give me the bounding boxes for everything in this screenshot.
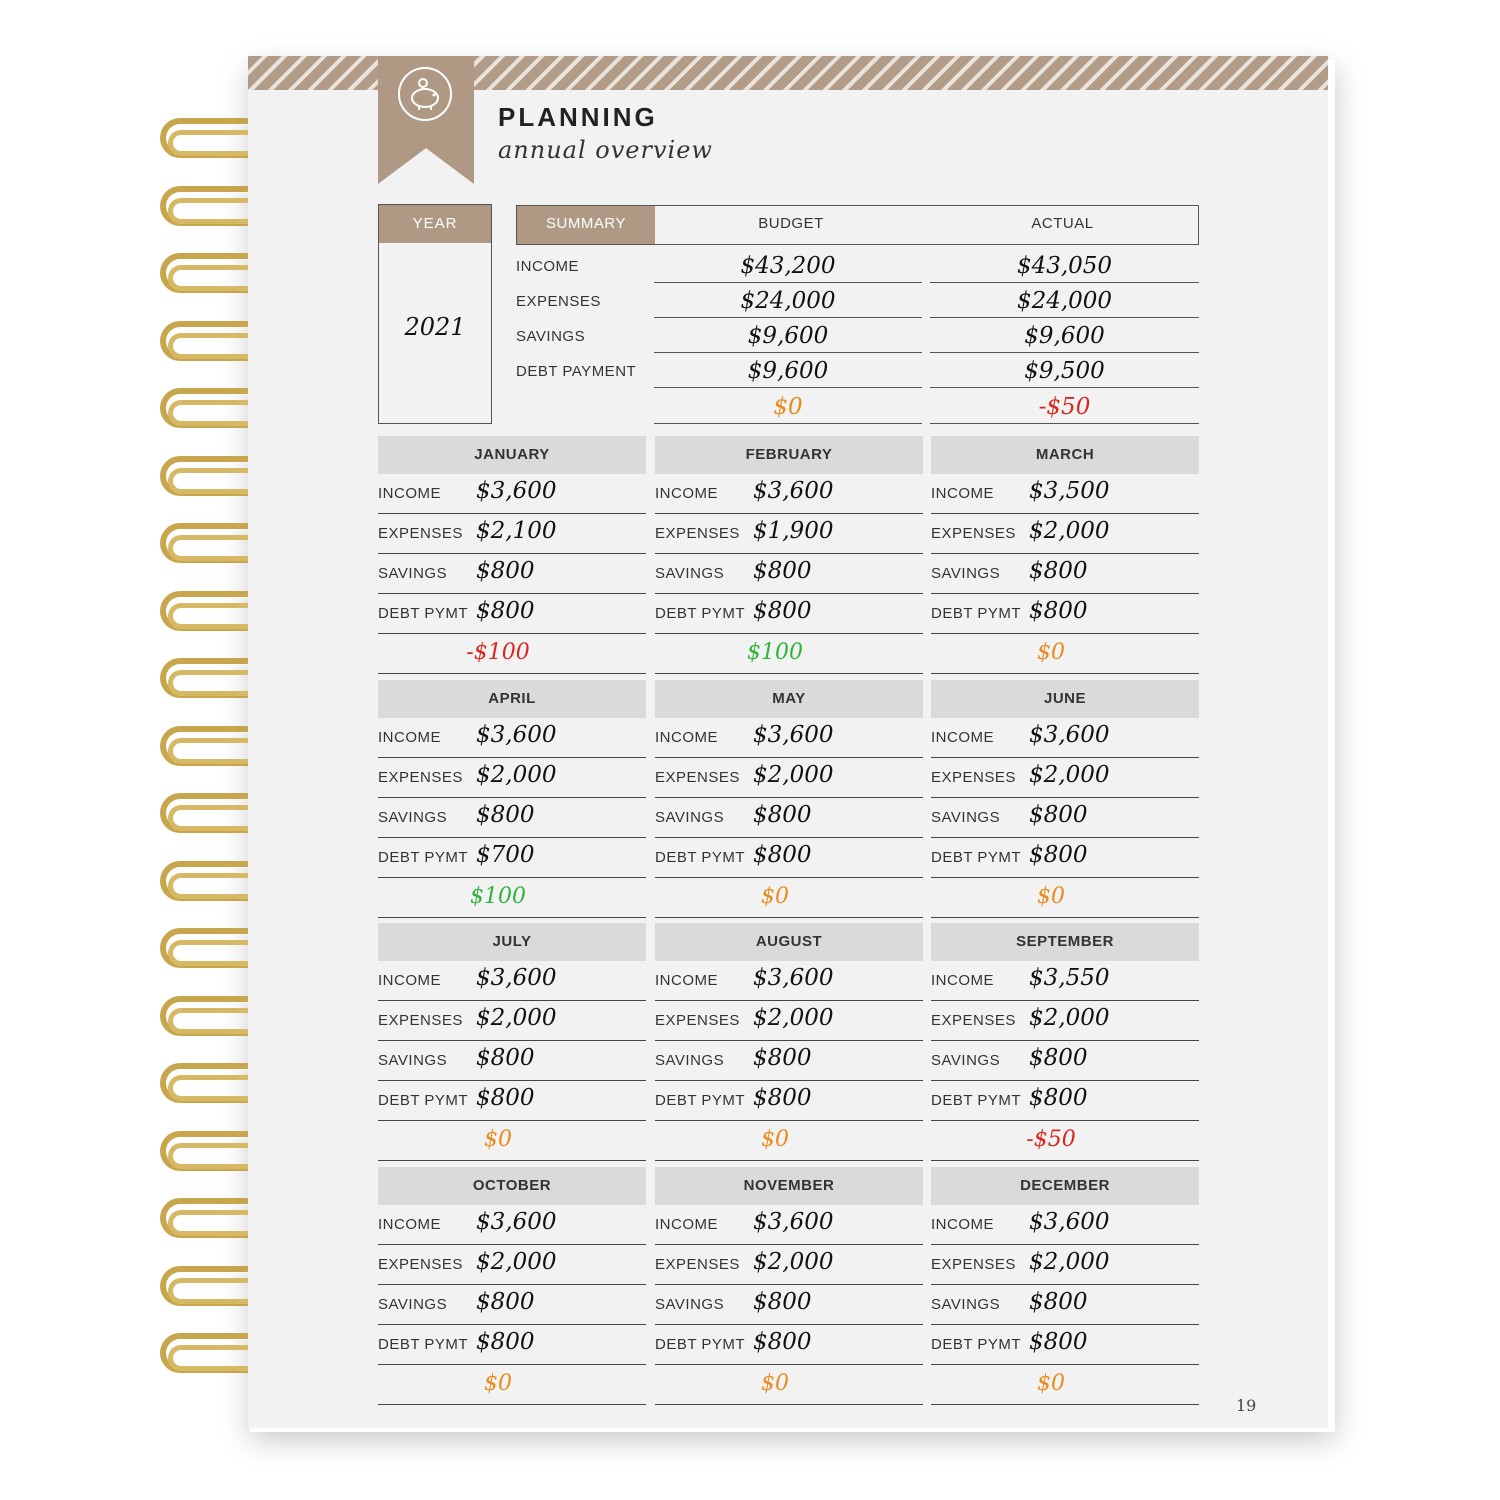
- month-row-value[interactable]: $800: [1029, 1085, 1088, 1111]
- summary-actual-value[interactable]: $9,600: [930, 320, 1199, 353]
- month-row-income: [378, 474, 646, 514]
- month-row-value[interactable]: $800: [1029, 1045, 1088, 1071]
- month-total-value[interactable]: $0: [761, 884, 789, 909]
- month-row-value[interactable]: $800: [476, 1329, 535, 1355]
- page-number: 19: [1236, 1396, 1257, 1415]
- month-row-value[interactable]: $800: [476, 1085, 535, 1111]
- month-row-value[interactable]: $800: [1029, 802, 1088, 828]
- month-row-savings: [655, 554, 923, 594]
- month-row-income: [931, 474, 1199, 514]
- summary-actual-value[interactable]: $43,050: [930, 250, 1199, 283]
- month-row-income: [931, 718, 1199, 758]
- month-row-expenses: [655, 758, 923, 798]
- month-total-value[interactable]: $0: [1037, 640, 1065, 665]
- month-row-value[interactable]: $3,600: [476, 722, 557, 748]
- month-total-value[interactable]: $0: [484, 1127, 512, 1152]
- month-block-june: [931, 680, 1199, 918]
- month-row-savings: [931, 554, 1199, 594]
- month-row-value[interactable]: $3,600: [753, 478, 834, 504]
- month-row-value[interactable]: $3,500: [1029, 478, 1110, 504]
- month-row-income: [378, 961, 646, 1001]
- month-total-value[interactable]: $100: [747, 640, 803, 665]
- month-row-income: [655, 961, 923, 1001]
- summary-row-label: DEBT PAYMENT: [516, 363, 637, 380]
- month-row-value[interactable]: $3,600: [476, 965, 557, 991]
- month-block-february: [655, 436, 923, 674]
- month-row-expenses: [931, 758, 1199, 798]
- month-block-may: [655, 680, 923, 918]
- month-row-debt: [378, 838, 646, 878]
- month-block-september: [931, 923, 1199, 1161]
- month-row-value[interactable]: $800: [476, 1045, 535, 1071]
- month-row-income: [378, 718, 646, 758]
- month-row-label: DEBT PYMT: [378, 849, 469, 866]
- month-row-savings: [655, 1285, 923, 1325]
- month-block-january: [378, 436, 646, 674]
- month-row-expenses: [655, 1001, 923, 1041]
- month-row-savings: [655, 1041, 923, 1081]
- month-row-label: SAVINGS: [655, 1296, 725, 1313]
- month-row-value[interactable]: $3,600: [753, 1209, 834, 1235]
- month-row-label: EXPENSES: [655, 1256, 740, 1273]
- month-row-value[interactable]: $3,600: [476, 1209, 557, 1235]
- month-row-value[interactable]: $3,600: [753, 722, 834, 748]
- summary-row-debt: [516, 355, 1199, 389]
- month-block-july: [378, 923, 646, 1161]
- month-row-debt: [931, 1081, 1199, 1121]
- month-block-april: [378, 680, 646, 918]
- month-row-label: SAVINGS: [378, 809, 448, 826]
- month-block-november: [655, 1167, 923, 1405]
- summary-actual-total[interactable]: -$50: [930, 391, 1199, 424]
- month-row-label: INCOME: [655, 485, 718, 502]
- summary-budget-total[interactable]: $0: [654, 391, 922, 424]
- month-row-label: INCOME: [378, 485, 441, 502]
- month-row-label: EXPENSES: [931, 525, 1016, 542]
- month-total-value[interactable]: $0: [484, 1371, 512, 1396]
- budget-label: BUDGET: [758, 215, 824, 232]
- month-name: MAY: [655, 680, 923, 718]
- month-row-expenses: [655, 1245, 923, 1285]
- month-row-label: INCOME: [931, 972, 994, 989]
- month-total-row: [655, 634, 923, 674]
- month-row-value[interactable]: $2,000: [476, 1249, 557, 1275]
- piggy-bank-icon: [395, 64, 455, 124]
- summary-row-total: [516, 391, 1199, 425]
- summary-row-label: INCOME: [516, 258, 579, 275]
- summary-actual-value[interactable]: $9,500: [930, 355, 1199, 388]
- month-row-value[interactable]: $2,100: [476, 518, 557, 544]
- month-row-savings: [378, 1285, 646, 1325]
- month-total-value[interactable]: -$50: [1026, 1127, 1076, 1152]
- month-row-expenses: [655, 514, 923, 554]
- month-row-value[interactable]: $3,600: [753, 965, 834, 991]
- month-row-label: EXPENSES: [931, 1256, 1016, 1273]
- month-row-savings: [378, 798, 646, 838]
- month-row-label: EXPENSES: [378, 769, 463, 786]
- month-total-row: [931, 878, 1199, 918]
- month-name: JULY: [378, 923, 646, 961]
- month-row-label: SAVINGS: [931, 565, 1001, 582]
- month-row-value[interactable]: $2,000: [1029, 762, 1110, 788]
- month-row-value[interactable]: $800: [753, 558, 812, 584]
- month-name: AUGUST: [655, 923, 923, 961]
- month-row-value[interactable]: $2,000: [753, 1005, 834, 1031]
- month-row-value[interactable]: $800: [753, 1289, 812, 1315]
- month-row-value[interactable]: $2,000: [476, 762, 557, 788]
- month-name: FEBRUARY: [655, 436, 923, 474]
- month-row-savings: [931, 1041, 1199, 1081]
- month-row-value[interactable]: $2,000: [1029, 1005, 1110, 1031]
- page-subtitle: annual overview: [498, 136, 713, 164]
- month-row-label: DEBT PYMT: [378, 1092, 469, 1109]
- month-block-october: [378, 1167, 646, 1405]
- month-name: DECEMBER: [931, 1167, 1199, 1205]
- summary-actual-value[interactable]: $24,000: [930, 285, 1199, 318]
- month-row-label: INCOME: [931, 729, 994, 746]
- summary-budget-value[interactable]: $24,000: [654, 285, 922, 318]
- month-row-income: [378, 1205, 646, 1245]
- month-row-label: EXPENSES: [655, 525, 740, 542]
- month-row-label: INCOME: [931, 1216, 994, 1233]
- month-row-value[interactable]: $800: [476, 1289, 535, 1315]
- month-row-income: [931, 1205, 1199, 1245]
- month-row-value[interactable]: $2,000: [753, 1249, 834, 1275]
- month-row-value[interactable]: $2,000: [753, 762, 834, 788]
- month-row-debt: [655, 1325, 923, 1365]
- month-row-debt: [378, 1081, 646, 1121]
- month-row-savings: [378, 1041, 646, 1081]
- month-row-savings: [655, 798, 923, 838]
- month-row-label: SAVINGS: [378, 1296, 448, 1313]
- month-row-label: SAVINGS: [655, 809, 725, 826]
- month-row-label: EXPENSES: [931, 1012, 1016, 1029]
- header-ribbon: [378, 56, 474, 184]
- month-row-value[interactable]: $3,600: [1029, 1209, 1110, 1235]
- month-row-label: DEBT PYMT: [931, 1336, 1022, 1353]
- month-row-expenses: [378, 758, 646, 798]
- month-row-income: [655, 1205, 923, 1245]
- month-row-value[interactable]: $800: [476, 558, 535, 584]
- month-row-debt: [655, 594, 923, 634]
- month-row-label: SAVINGS: [655, 1052, 725, 1069]
- month-row-value[interactable]: $800: [1029, 1329, 1088, 1355]
- month-row-expenses: [378, 1245, 646, 1285]
- month-row-debt: [655, 1081, 923, 1121]
- month-row-label: INCOME: [655, 729, 718, 746]
- actual-label: ACTUAL: [1031, 215, 1094, 232]
- month-row-value[interactable]: $1,900: [753, 518, 834, 544]
- month-row-label: EXPENSES: [655, 1012, 740, 1029]
- month-name: APRIL: [378, 680, 646, 718]
- month-row-label: DEBT PYMT: [931, 849, 1022, 866]
- year-value[interactable]: 2021: [404, 313, 466, 341]
- month-row-label: EXPENSES: [378, 525, 463, 542]
- month-row-value[interactable]: $700: [476, 842, 535, 868]
- month-row-label: EXPENSES: [378, 1012, 463, 1029]
- month-total-value[interactable]: $0: [761, 1127, 789, 1152]
- month-total-row: [931, 1365, 1199, 1405]
- month-row-label: DEBT PYMT: [378, 605, 469, 622]
- month-row-value[interactable]: $800: [753, 598, 812, 624]
- summary-row-label: SAVINGS: [516, 328, 586, 345]
- month-row-expenses: [378, 514, 646, 554]
- month-row-value[interactable]: $3,550: [1029, 965, 1110, 991]
- month-row-label: SAVINGS: [931, 1052, 1001, 1069]
- month-block-march: [931, 436, 1199, 674]
- month-row-expenses: [931, 514, 1199, 554]
- month-row-savings: [931, 1285, 1199, 1325]
- month-row-value[interactable]: $800: [476, 802, 535, 828]
- month-row-label: DEBT PYMT: [655, 1092, 746, 1109]
- month-row-debt: [378, 594, 646, 634]
- summary-budget-value[interactable]: $9,600: [654, 355, 922, 388]
- month-row-label: INCOME: [655, 1216, 718, 1233]
- month-row-debt: [378, 1325, 646, 1365]
- month-row-savings: [931, 798, 1199, 838]
- month-row-value[interactable]: $2,000: [1029, 518, 1110, 544]
- month-total-value[interactable]: $0: [761, 1371, 789, 1396]
- month-row-savings: [378, 554, 646, 594]
- summary-row-savings: [516, 320, 1199, 354]
- month-row-value[interactable]: $3,600: [476, 478, 557, 504]
- month-row-label: SAVINGS: [931, 1296, 1001, 1313]
- month-row-label: INCOME: [655, 972, 718, 989]
- month-total-value[interactable]: $0: [1037, 1371, 1065, 1396]
- month-row-label: EXPENSES: [378, 1256, 463, 1273]
- summary-row-income: [516, 250, 1199, 284]
- month-name: SEPTEMBER: [931, 923, 1199, 961]
- month-row-value[interactable]: $800: [1029, 842, 1088, 868]
- month-row-label: SAVINGS: [378, 1052, 448, 1069]
- month-row-debt: [931, 1325, 1199, 1365]
- month-row-value[interactable]: $800: [753, 1085, 812, 1111]
- month-row-expenses: [378, 1001, 646, 1041]
- month-row-value[interactable]: $800: [753, 842, 812, 868]
- month-total-value[interactable]: $0: [1037, 884, 1065, 909]
- month-row-label: DEBT PYMT: [655, 849, 746, 866]
- month-row-value[interactable]: $800: [753, 1045, 812, 1071]
- month-name: JANUARY: [378, 436, 646, 474]
- month-total-row: [378, 1121, 646, 1161]
- month-row-label: DEBT PYMT: [378, 1336, 469, 1353]
- month-row-value[interactable]: $2,000: [476, 1005, 557, 1031]
- month-total-row: [931, 634, 1199, 674]
- month-row-debt: [931, 594, 1199, 634]
- month-row-label: SAVINGS: [655, 565, 725, 582]
- month-total-row: [378, 1365, 646, 1405]
- month-row-income: [931, 961, 1199, 1001]
- month-block-august: [655, 923, 923, 1161]
- month-row-label: SAVINGS: [378, 565, 448, 582]
- month-row-income: [655, 718, 923, 758]
- month-row-label: INCOME: [378, 729, 441, 746]
- year-label: YEAR: [379, 205, 491, 243]
- month-row-label: DEBT PYMT: [931, 1092, 1022, 1109]
- month-row-label: INCOME: [378, 1216, 441, 1233]
- month-name: JUNE: [931, 680, 1199, 718]
- month-total-row: [931, 1121, 1199, 1161]
- month-block-december: [931, 1167, 1199, 1405]
- month-row-label: DEBT PYMT: [655, 605, 746, 622]
- month-row-label: EXPENSES: [655, 769, 740, 786]
- month-name: OCTOBER: [378, 1167, 646, 1205]
- month-name: MARCH: [931, 436, 1199, 474]
- summary-budget-value[interactable]: $9,600: [654, 320, 922, 353]
- month-row-value[interactable]: $800: [1029, 1289, 1088, 1315]
- month-row-label: DEBT PYMT: [931, 605, 1022, 622]
- month-row-debt: [931, 838, 1199, 878]
- month-total-value[interactable]: $100: [470, 884, 526, 909]
- month-row-value[interactable]: $3,600: [1029, 722, 1110, 748]
- month-total-value[interactable]: -$100: [466, 640, 530, 665]
- month-row-label: INCOME: [931, 485, 994, 502]
- month-name: NOVEMBER: [655, 1167, 923, 1205]
- month-total-row: [655, 878, 923, 918]
- month-total-row: [655, 1121, 923, 1161]
- month-row-label: EXPENSES: [931, 769, 1016, 786]
- month-row-value[interactable]: $2,000: [1029, 1249, 1110, 1275]
- month-row-debt: [655, 838, 923, 878]
- month-row-value[interactable]: $800: [1029, 558, 1088, 584]
- month-row-label: SAVINGS: [931, 809, 1001, 826]
- year-box: [378, 204, 492, 424]
- summary-row-label: EXPENSES: [516, 293, 601, 310]
- month-total-row: [378, 634, 646, 674]
- page-title: PLANNING: [498, 102, 658, 132]
- summary-label: SUMMARY: [517, 206, 655, 244]
- month-total-row: [378, 878, 646, 918]
- month-row-value[interactable]: $800: [1029, 598, 1088, 624]
- summary-budget-value[interactable]: $43,200: [654, 250, 922, 283]
- month-row-value[interactable]: $800: [476, 598, 535, 624]
- planner-page: [248, 56, 1328, 1428]
- month-row-label: INCOME: [378, 972, 441, 989]
- month-row-label: DEBT PYMT: [655, 1336, 746, 1353]
- summary-header: [516, 205, 1199, 245]
- month-total-row: [655, 1365, 923, 1405]
- month-row-expenses: [931, 1245, 1199, 1285]
- month-row-value[interactable]: $800: [753, 1329, 812, 1355]
- summary-row-expenses: [516, 285, 1199, 319]
- month-row-income: [655, 474, 923, 514]
- month-row-value[interactable]: $800: [753, 802, 812, 828]
- month-row-expenses: [931, 1001, 1199, 1041]
